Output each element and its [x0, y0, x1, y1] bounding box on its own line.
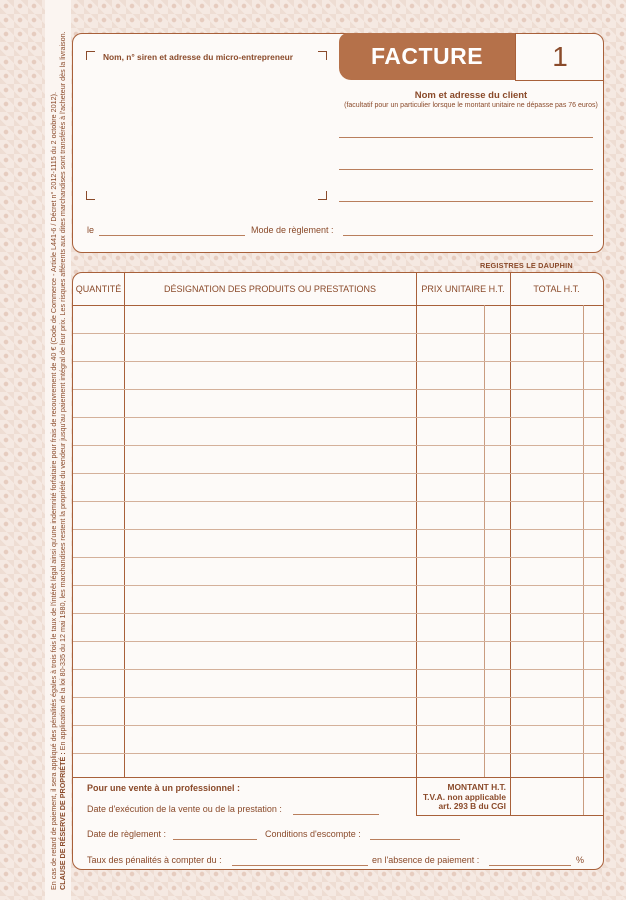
total-label-block — [416, 783, 506, 812]
total-label: MONTANT H.T. — [447, 782, 506, 792]
invoice-title: FACTURE — [339, 33, 515, 80]
penalty-rate-field[interactable] — [489, 865, 571, 866]
discount-field[interactable] — [370, 839, 460, 840]
column-quantity: QUANTITÉ — [75, 284, 122, 294]
item-row-line — [73, 641, 603, 642]
item-row-line — [73, 389, 603, 390]
client-title: Nom et adresse du client — [414, 90, 528, 101]
corner-mark — [318, 191, 327, 200]
payment-mode-field[interactable] — [343, 235, 593, 236]
payment-mode-label: Mode de règlement : — [251, 225, 334, 235]
item-row-line — [73, 585, 603, 586]
absence-label: en l'absence de paiement : — [372, 855, 480, 865]
ownership-clause-title: CLAUSE DE RÉSERVE DE PROPRIÉTÉ : — [58, 752, 67, 890]
item-row-line — [73, 697, 603, 698]
header-box — [72, 33, 604, 253]
professional-sale-title: Pour une vente à un professionnel : — [87, 783, 241, 793]
item-row-line — [73, 417, 603, 418]
ownership-clause-text: En application de la loi 80-335 du 12 mai 1980, les marchandises restent la propriété du vendeur jusqu'au paiement intégral de leur prix. Les risques afférents aux dites marchandises sont transférés à l'acheteur dès la livraison. — [58, 31, 67, 751]
percent-sign: % — [576, 855, 585, 865]
items-box — [72, 272, 604, 870]
column-divider — [416, 273, 417, 777]
header-separator — [73, 305, 603, 306]
vat-line-1: T.V.A. non applicable — [423, 791, 506, 802]
date-field[interactable] — [99, 235, 245, 236]
client-address-line[interactable] — [339, 169, 593, 170]
column-total: TOTAL H.T. — [533, 284, 580, 294]
exec-date-label: Date d'exécution de la vente ou de la prestation : — [87, 804, 282, 814]
penalty-rate-label: Taux des pénalités à compter du : — [87, 855, 222, 865]
legal-sidebar-text — [49, 10, 67, 890]
invoice-number: 1 — [515, 33, 604, 81]
seller-label: Nom, n° siren et adresse du micro-entrepreneur — [103, 52, 293, 62]
cents-divider — [484, 305, 485, 777]
ownership-clause — [58, 10, 67, 890]
item-row-line — [73, 501, 603, 502]
column-unit-price: PRIX UNITAIRE H.T. — [421, 284, 505, 294]
item-row-line — [73, 445, 603, 446]
item-row-line — [73, 557, 603, 558]
penalty-clause: En cas de retard de paiement, il sera appliqué des pénalités égales à trois fois le taux de l'intérêt légal ainsi qu'une indemnité forfaitaire pour frais de recouvrement de 40 € (Code de Commerce - Article L441-6 / Décret n° 2012-1115 du 2 octobre 2012). — [49, 91, 58, 890]
item-row-line — [73, 529, 603, 530]
legal-sidebar — [45, 0, 71, 900]
client-address-line[interactable] — [339, 137, 593, 138]
footer-separator — [73, 777, 603, 778]
client-address-line[interactable] — [339, 201, 593, 202]
cents-divider — [583, 305, 584, 815]
corner-mark — [86, 191, 95, 200]
vat-line-2: art. 293 B du CGI — [438, 801, 506, 811]
column-divider — [510, 273, 511, 777]
payment-date-label: Date de règlement : — [87, 829, 167, 839]
corner-mark — [318, 51, 327, 60]
payment-date-field[interactable] — [173, 839, 257, 840]
item-row-line — [73, 361, 603, 362]
total-box-divider — [510, 777, 511, 815]
item-row-line — [73, 725, 603, 726]
total-box-bottom — [416, 815, 603, 816]
corner-mark — [86, 51, 95, 60]
item-row-line — [73, 613, 603, 614]
discount-label: Conditions d'escompte : — [265, 829, 361, 839]
exec-date-field[interactable] — [293, 814, 379, 815]
penalty-date-field[interactable] — [232, 865, 368, 866]
item-row-line — [73, 333, 603, 334]
column-description: DÉSIGNATION DES PRODUITS OU PRESTATIONS — [163, 284, 377, 294]
date-label: le — [87, 225, 95, 235]
brand-label: REGISTRES LE DAUPHIN — [480, 261, 573, 270]
item-row-line — [73, 753, 603, 754]
item-row-line — [73, 669, 603, 670]
item-row-line — [73, 473, 603, 474]
column-divider — [124, 273, 125, 777]
client-note: (facultatif pour un particulier lorsque le montant unitaire ne dépasse pas 76 euros) — [344, 102, 598, 109]
